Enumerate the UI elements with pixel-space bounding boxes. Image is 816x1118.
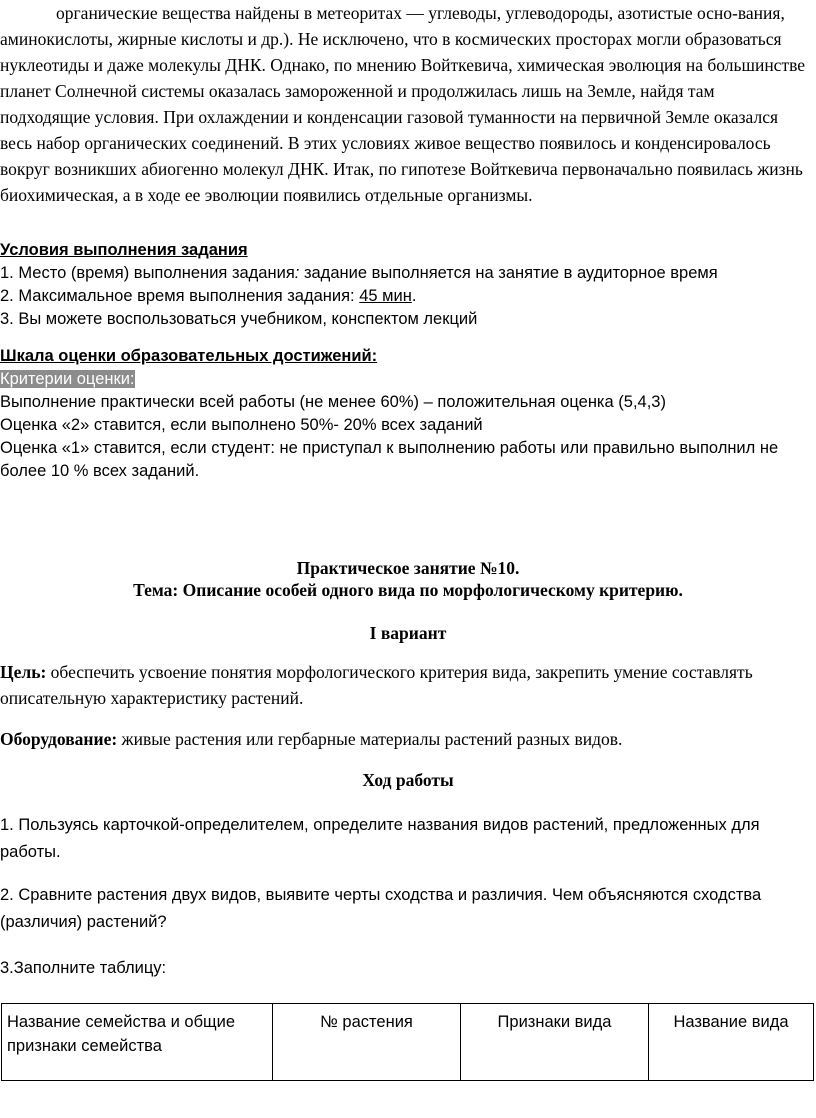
table-header-cell[interactable]: Название вида bbox=[649, 1004, 814, 1081]
step-2: 2. Сравните растения двух видов, выявите черты сходства и различия. Чем объясняются сходства (различия) растений? bbox=[0, 886, 762, 931]
goal-text: обеспечить усвоение понятия морфологического критерия вида, закрепить умение составлять описательную характеристику растений. bbox=[0, 662, 753, 708]
conditions-section bbox=[0, 239, 812, 331]
goal-paragraph bbox=[0, 659, 810, 711]
grading-line-4: более 10 % всех заданий. bbox=[0, 462, 200, 480]
conditions-heading: Условия выполнения задания bbox=[0, 241, 248, 259]
grading-section bbox=[0, 345, 812, 483]
equipment-label: Оборудование: bbox=[0, 729, 118, 749]
lesson-title: Практическое занятие №10. bbox=[296, 558, 520, 578]
lesson-topic: Тема: Описание особей одного вида по морфологическому критерию. bbox=[133, 580, 683, 600]
table-header-cell[interactable]: Название семейства и общие признаки семейства bbox=[2, 1004, 273, 1081]
criteria-label: Критерии оценки: bbox=[0, 370, 135, 388]
goal-label: Цель: bbox=[0, 662, 47, 682]
grading-heading: Шкала оценки образовательных достижений: bbox=[0, 347, 378, 365]
task-table bbox=[1, 1003, 814, 1081]
table-header-cell[interactable]: № растения bbox=[273, 1004, 461, 1081]
conditions-item-2: 2. Максимальное время выполнения задания: 45 мин. bbox=[0, 287, 417, 305]
procedure-heading: Ход работы bbox=[362, 770, 454, 790]
conditions-item-1: 1. Место (время) выполнения задания: задание выполняется на занятие в аудиторное время bbox=[0, 264, 718, 282]
equipment-paragraph bbox=[0, 726, 810, 752]
equipment-text: живые растения или гербарные материалы растений разных видов. bbox=[117, 729, 623, 749]
grading-line-3: Оценка «1» ставится, если студент: не приступал к выполнению работы или правильно выполнил не bbox=[0, 439, 779, 457]
table-header-cell[interactable]: Признаки вида bbox=[461, 1004, 649, 1081]
grading-line-1: Выполнение практически всей работы (не менее 60%) – положительная оценка (5,4,3) bbox=[0, 393, 666, 411]
intro-section bbox=[0, 0, 808, 208]
step-1: 1. Пользуясь карточкой-определителем, определите названия видов растений, предложенных для работы. bbox=[0, 816, 760, 861]
conditions-item-3: 3. Вы можете воспользоваться учебником, конспектом лекций bbox=[0, 310, 478, 328]
max-time-value: 45 мин bbox=[359, 287, 412, 305]
step-3: 3.Заполните таблицу: bbox=[0, 959, 167, 977]
variant-label: I вариант bbox=[369, 623, 447, 643]
grading-line-2: Оценка «2» ставится, если выполнено 50%- 20% всех заданий bbox=[0, 416, 483, 434]
intro-paragraph: органические вещества найдены в метеоритах — углеводы, углеводороды, азотистые осно-вания, аминокислоты, жирные кислоты и др.). Не исключено, что в космических просторах могли образоваться нуклеотиды и даже молекулы ДНК. Однако, по мнению Войткевича, химическая эволюция на большинстве планет Солнечной системы оказалась замороженной и продолжилась лишь на Земле, найдя там подходящие условия. При охлаждении и конденсации газовой туманности на первичной Земле оказался весь набор органических соединений. В этих условиях живое вещество появилось и конденсировалось вокруг возникших абиогенно молекул ДНК. Итак, по гипотезе Войткевича первоначально появилась жизнь биохимическая, а в ходе ее эволюции появились отдельные организмы. bbox=[0, 3, 806, 205]
table-header-row bbox=[2, 1004, 814, 1081]
